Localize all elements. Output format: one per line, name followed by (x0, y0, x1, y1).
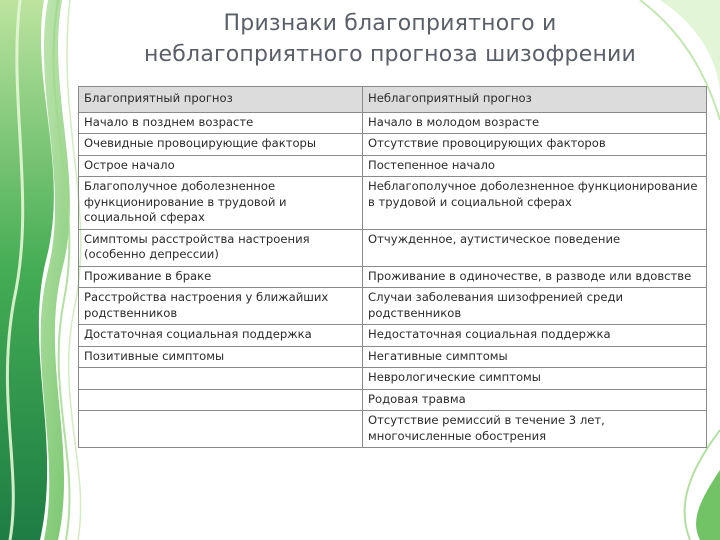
unfavorable-cell: Неврологические симптомы (363, 368, 707, 390)
favorable-cell-empty (79, 389, 363, 411)
unfavorable-cell: Постепенное начало (363, 155, 707, 177)
unfavorable-cell: Отчужденное, аутистическое поведение (363, 229, 707, 266)
title-line-2: неблагоприятного прогноза шизофрении (143, 42, 637, 67)
slide-title (60, 8, 720, 70)
table-header-row (79, 87, 707, 113)
favorable-cell: Проживание в браке (79, 266, 363, 288)
favorable-cell: Острое начало (79, 155, 363, 177)
header-unfavorable: Неблагоприятный прогноз (363, 87, 707, 113)
table-row (79, 134, 707, 156)
favorable-cell: Достаточная социальная поддержка (79, 325, 363, 347)
table-row (79, 155, 707, 177)
unfavorable-cell: Недостаточная социальная поддержка (363, 325, 707, 347)
unfavorable-cell: Случаи заболевания шизофренией среди родственников (363, 288, 707, 325)
table-row (79, 229, 707, 266)
favorable-cell: Расстройства настроения у ближайших родственников (79, 288, 363, 325)
table-row (79, 368, 707, 390)
unfavorable-cell: Негативные симптомы (363, 346, 707, 368)
header-favorable: Благоприятный прогноз (79, 87, 363, 113)
favorable-cell: Позитивные симптомы (79, 346, 363, 368)
table-row (79, 411, 707, 448)
table-row (79, 389, 707, 411)
favorable-cell-empty (79, 368, 363, 390)
unfavorable-cell: Неблагополучное доболезненное функционирование в трудовой и социальной сферах (363, 177, 707, 230)
unfavorable-cell: Отсутствие ремиссий в течение 3 лет, многочисленные обострения (363, 411, 707, 448)
unfavorable-cell: Отсутствие провоцирующих факторов (363, 134, 707, 156)
table-row (79, 112, 707, 134)
prognosis-table (78, 86, 707, 448)
favorable-cell: Начало в позднем возрасте (79, 112, 363, 134)
favorable-cell-empty (79, 411, 363, 448)
favorable-cell: Благополучное доболезненное функционирование в трудовой и социальной сферах (79, 177, 363, 230)
table-row (79, 288, 707, 325)
table-row (79, 325, 707, 347)
unfavorable-cell: Родовая травма (363, 389, 707, 411)
title-line-1: Признаки благоприятного и (223, 11, 557, 36)
table-row (79, 177, 707, 230)
unfavorable-cell: Проживание в одиночестве, в разводе или вдовстве (363, 266, 707, 288)
favorable-cell: Симптомы расстройства настроения (особенно депрессии) (79, 229, 363, 266)
favorable-cell: Очевидные провоцирующие факторы (79, 134, 363, 156)
table-row (79, 266, 707, 288)
table-row (79, 346, 707, 368)
unfavorable-cell: Начало в молодом возрасте (363, 112, 707, 134)
